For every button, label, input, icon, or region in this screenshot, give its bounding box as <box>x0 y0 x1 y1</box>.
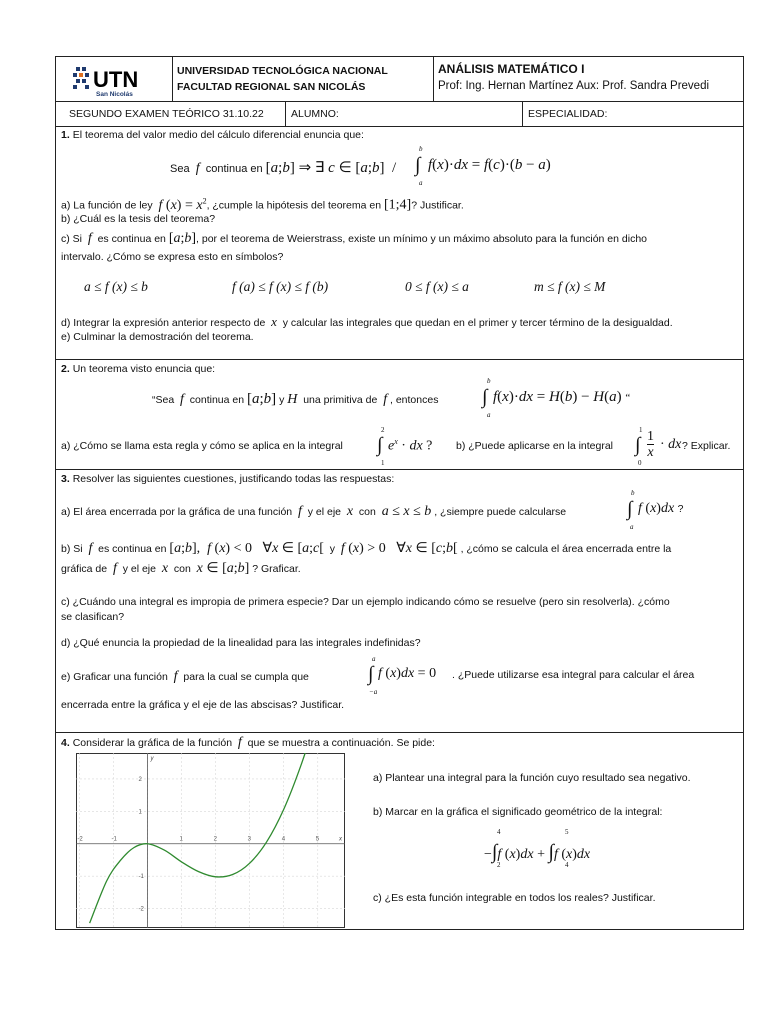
y-tick-label: 1 <box>138 809 142 816</box>
q3-e: e) Graficar una función f para la cual se cumpla que <box>61 669 309 684</box>
q1-option-1: a ≤ f (x) ≤ b <box>84 279 148 294</box>
exam-sheet <box>55 56 744 930</box>
faculty-name: FACULTAD REGIONAL SAN NICOLÁS <box>177 81 366 93</box>
q1-option-2: f (a) ≤ f (x) ≤ f (b) <box>232 279 329 294</box>
q3-e-cont2: encerrada entre la gráfica y el eje de las abscisas? Justificar. <box>61 699 345 711</box>
q3-b: b) Si f es continua en [a;b], f (x) < 0 ∀x ∈ [a;c[ y f (x) > 0 ∀x ∈ [c;b[ , ¿cómo se calcula el área encerrada entre la <box>61 541 672 556</box>
q3-intro-line: 3. Resolver las siguientes cuestiones, justificando todas las respuestas: <box>61 473 395 485</box>
x-tick-label: -1 <box>111 836 117 843</box>
question-3: 3. Resolver las siguientes cuestiones, justificando todas las respuestas: a) El área encerrada por la gráfica de una función f y el eje x con a ≤ x ≤ b , ¿siempre puede calcularse b ∫ a f (x)dx ? b) Si f es continua en [a;b], f (x) < 0 ∀x ∈ [a;c[ y f (x) > 0 ∀x ∈ [c;b[ , ¿cómo se calcula el área encerrada entre la gráfica de f y el eje x con x ∈ [a;b] ? Graficar. c) ¿Cuándo una integral es impropia de primera especie? Dar un ejemplo indicando cómo se resuelve (pero sin resolverla). ¿cómo se clasifican? d) ¿Qué enuncia la propiedad de la linealidad para las integrales indefinidas? e) Graficar una función f para la cual se cumpla que a ∫ −a f (x)dx = 0 . ¿Puede utilizarse esa integral para calcular el área encerrada entre la gráfica y el eje de las abscisas? Justificar. <box>56 470 743 733</box>
q1-formula: f(x)·dx = f(c)·(b − a) <box>428 157 551 173</box>
x-tick-label: -2 <box>77 836 83 843</box>
university-name: UNIVERSIDAD TECNOLÓGICA NACIONAL <box>177 65 388 77</box>
question-1: 1. El teorema del valor medio del cálculo diferencial enuncia que: Sea f continua en [a;b] ⇒ ∃ c ∈ [a;b] / b ∫ a f(x)·dx = f(c)·(b − a) a) La función de ley f $(x) = x^2$, ¿cumple la hipótesis del teorema en [1;4]? Justificar. b) ¿Cuál es la tesis del teorema? c) Si f es continua en [a;b], por el teorema de Weierstrass, existe un mínimo y un máximo absoluto para la función en dicho intervalo. ¿Cómo se expresa esto en símbolos? a ≤ f (x) ≤ b f (a) ≤ f (x) ≤ f (b) 0 ≤ f (x) ≤ a m ≤ f (x) ≤ M d) Integrar la expresión anterior respecto de x y calcular las integrales que quedan en el primer y tercer término de la desigualdad. e) Culminar la demostración del teorema. <box>56 127 743 360</box>
x-tick-label: 3 <box>247 836 252 843</box>
q3-d: d) ¿Qué enuncia la propiedad de la linealidad para las integrales indefinidas? <box>61 637 421 649</box>
q2-b-explain: ? Explicar. <box>682 440 731 452</box>
x-tick-label: 2 <box>213 836 217 843</box>
q4-b: b) Marcar en la gráfica el significado geométrico de la integral: <box>373 806 663 818</box>
q2-b-dx: · dx <box>660 437 682 452</box>
exam-title-cell <box>56 102 286 127</box>
alumno-field[interactable] <box>286 102 523 127</box>
especialidad-label: ESPECIALIDAD: <box>528 108 608 120</box>
q1-option-3: 0 ≤ f (x) ≤ a <box>405 279 469 294</box>
x-tick-label: 4 <box>281 836 286 843</box>
q3-a-integral: f (x)dx ? <box>638 501 684 516</box>
q1-intro-line: 1. El teorema del valor medio del cálculo diferencial enuncia que: <box>61 129 364 141</box>
q1-a: a) La función de ley f $(x) = x^2$, ¿cumple la hipótesis del teorema en [1;4]? Justificar. <box>61 196 464 213</box>
q1-option-4: m ≤ f (x) ≤ M <box>534 279 606 294</box>
q1-e: e) Culminar la demostración del teorema. <box>61 331 254 343</box>
y-tick-label: -2 <box>138 906 144 913</box>
q3-b-cont: gráfica de f y el eje x con x ∈ [a;b] ? Graficar. <box>61 561 301 576</box>
q4-c: c) ¿Es esta función integrable en todos los reales? Justificar. <box>373 892 656 904</box>
q3-c-cont: se clasifican? <box>61 611 125 623</box>
q4-b-expression: −∫f (x)dx + ∫f (x)dx <box>484 841 591 863</box>
q2-b-fraction: 1 x <box>647 429 654 460</box>
utn-logo <box>56 57 173 102</box>
q2-formula: f(x)·dx = H(b) − H(a) “ <box>493 389 631 405</box>
exam-title: SEGUNDO EXAMEN TEÓRICO 31.10.22 <box>69 108 264 120</box>
logo-subtext: San Nicolás <box>96 91 133 98</box>
q2-a-integral: $e^x$ · dx ? <box>388 437 433 454</box>
q3-e-integral: f (x)dx = 0 <box>378 666 437 681</box>
course-cell <box>434 57 743 102</box>
y-tick-label: 2 <box>138 776 142 783</box>
q4-intro-line: 4. Considerar la gráfica de la función f que se muestra a continuación. Se pide: <box>61 735 435 750</box>
q3-c: c) ¿Cuándo una integral es impropia de primera especie? Dar un ejemplo indicando cómo se resuelve (pero sin resolverla). ¿cómo <box>61 596 670 608</box>
function-graph <box>76 753 345 928</box>
q2-intro-line: 2. Un teorema visto enuncia que: <box>61 363 216 375</box>
alumno-label: ALUMNO: <box>291 108 339 120</box>
professors: Prof: Ing. Hernan Martínez Aux: Prof. Sandra Prevedi <box>438 80 710 92</box>
q1-b: b) ¿Cuál es la tesis del teorema? <box>61 213 216 225</box>
x-tick-label: 1 <box>179 836 183 843</box>
y-tick-label: -1 <box>138 874 144 881</box>
q1-d: d) Integrar la expresión anterior respecto de x y calcular las integrales que quedan en el primer y tercer término de la desigualdad. <box>61 314 673 329</box>
q2-theorem: “Sea f continua en [a;b] y H una primitiva de f , entonces <box>152 391 439 407</box>
q1-theorem: Sea f continua en [a;b] ⇒ ∃ c ∈ [a;b] / <box>170 160 397 176</box>
q4-a: a) Plantear una integral para la función cuyo resultado sea negativo. <box>373 772 691 784</box>
y-axis-label: y <box>150 756 154 762</box>
x-tick-label: 5 <box>315 836 320 843</box>
q1-c-cont: intervalo. ¿Cómo se expresa esto en símbolos? <box>61 251 284 263</box>
course-title: ANÁLISIS MATEMÁTICO I <box>438 62 585 76</box>
logo-text: UTN <box>93 67 139 92</box>
especialidad-field[interactable] <box>523 102 743 127</box>
x-axis-label: x <box>339 836 342 843</box>
q3-e-cont: . ¿Puede utilizarse esa integral para calcular el área <box>452 669 695 681</box>
q3-a: a) El área encerrada por la gráfica de una función f y el eje x con a ≤ x ≤ b , ¿siempre puede calcularse <box>61 504 567 519</box>
logo-cell <box>56 57 173 102</box>
question-4: 4. Considerar la gráfica de la función f que se muestra a continuación. Se pide: x y -2 -1 1 2 3 4 5 2 1 -1 -2 a) Plantear una integral para la función cuyo resultado sea negativo. b) Marcar en la gráfica el significado geométrico de la integral: 4 2 5 4 −∫f (x)dx + ∫f (x)dx c) ¿Es esta función integrable en todos los reales? Justificar. <box>56 733 743 929</box>
question-2: 2. Un teorema visto enuncia que: “Sea f continua en [a;b] y H una primitiva de f , entonces b ∫ a f(x)·dx = H(b) − H(a) “ a) ¿Cómo se llama esta regla y cómo se aplica en la integral 2 ∫ 1 $e^x$ · dx ? b) ¿Puede aplicarse en la integral 1 ∫ 0 1 x · dx ? Explicar. <box>56 360 743 470</box>
q1-c: c) Si f es continua en [a;b], por el teorema de Weierstrass, existe un mínimo y un máximo absoluto para la función en dicho <box>61 231 647 246</box>
university-cell <box>173 57 434 102</box>
q2-a: a) ¿Cómo se llama esta regla y cómo se aplica en la integral <box>61 440 343 452</box>
q2-b: b) ¿Puede aplicarse en la integral <box>456 440 614 452</box>
